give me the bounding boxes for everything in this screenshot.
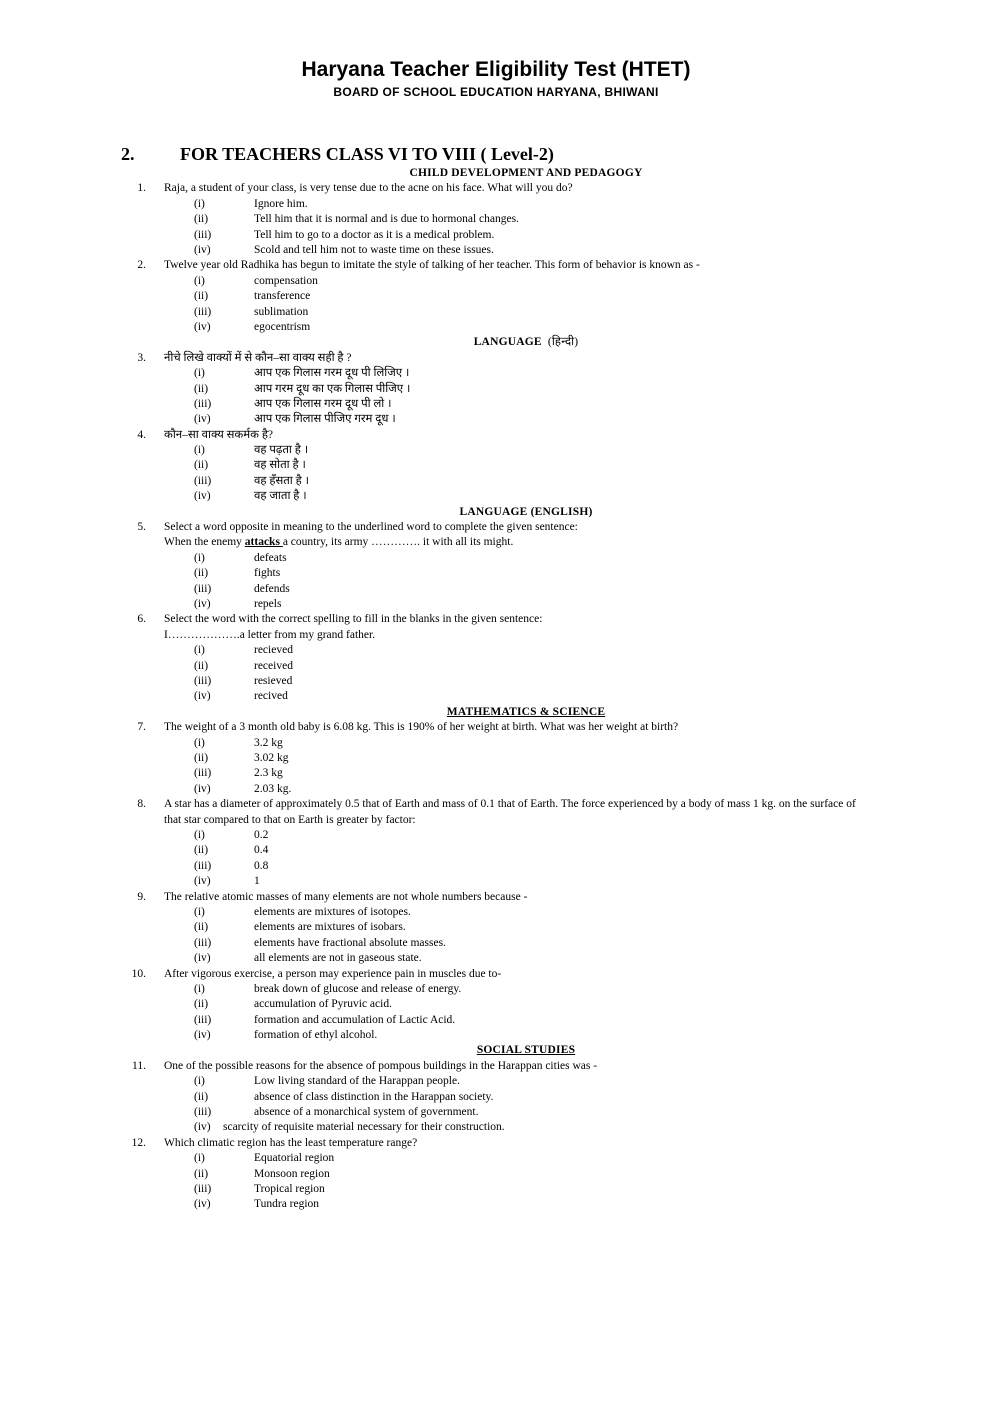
option-label: (iii) [194,397,212,410]
option-label: (ii) [194,382,209,395]
option-label: (iii) [194,936,212,949]
option-label: (i) [194,1152,205,1165]
option [0,736,992,751]
question-number: 10. [131,967,146,980]
option-text: absence of class distinction in the Harappan society. [254,1090,494,1103]
option-label: (ii) [194,998,209,1011]
option-text: recived [254,690,288,703]
option-label: (ii) [194,1090,209,1103]
question-5 [0,520,992,535]
option-text: वह हँसता है । [254,474,310,487]
option [0,382,992,397]
option-label: (iii) [194,582,212,595]
option [0,1105,992,1120]
option-label: (i) [194,1075,205,1088]
option [0,228,992,243]
option [0,1074,992,1089]
option [0,766,992,781]
question-1 [0,181,992,196]
option-text: 0.4 [254,844,269,857]
question-text: कौन–सा वाक्य सकर्मक है? [164,428,274,441]
option-text: वह पढ़ता है । [254,444,309,457]
option-text: आप एक गिलास गरम दूध पी लिजिए । [254,367,410,380]
option-text: Tell him to go to a doctor as it is a medical problem. [254,228,495,241]
option-label: (iv) [194,1121,211,1134]
underlined-word: attacks [244,536,283,549]
option-label: (iii) [194,228,212,241]
section-title: FOR TEACHERS CLASS VI TO VIII ( Level-2) [180,144,554,164]
option-text: scarcity of requisite material necessary for their construction. [223,1121,505,1134]
option-label: (iv) [194,875,211,888]
question-list [0,166,992,1213]
board-name: BOARD OF SCHOOL EDUCATION HARYANA, BHIWANI [333,85,659,99]
option-label: (i) [194,982,205,995]
option-label: (ii) [194,459,209,472]
question-text: One of the possible reasons for the absence of pompous buildings in the Harappan cities was - [164,1059,598,1072]
option-text: वह सोता है । [254,459,306,472]
option [0,828,992,843]
option-text: आप एक गिलास पीजिए गरम दूध । [254,413,396,426]
option-label: (iv) [194,413,211,426]
option [0,751,992,766]
option-label: (iii) [194,1106,212,1119]
option-label: (ii) [194,921,209,934]
option [0,212,992,227]
sentence-end: a country, its army …………. it with all its might. [282,536,514,549]
option-label: (ii) [194,567,209,580]
option [0,1013,992,1028]
option-text: Scold and tell him not to waste time on these issues. [254,243,494,256]
option-label: (i) [194,197,205,210]
document-title: Haryana Teacher Eligibility Test (HTET) [301,58,691,81]
option [0,1197,992,1212]
option-text: 0.2 [254,828,269,841]
option [0,997,992,1012]
heading-text: LANGUAGE [473,336,542,349]
option [0,551,992,566]
question-5-sentence [0,535,992,550]
option-text: repels [254,598,282,611]
option-text: resieved [254,675,293,688]
option-text: 2.03 kg. [254,782,292,795]
question-number: 12. [131,1136,146,1149]
option-text: 3.2 kg [254,736,283,749]
question-7 [0,720,992,735]
question-11 [0,1059,992,1074]
question-text: Select the word with the correct spelling to fill in the blanks in the given sentence: [164,613,543,626]
question-6-sentence [0,628,992,643]
option [0,397,992,412]
option [0,643,992,658]
option-label: (i) [194,736,205,749]
option [0,320,992,335]
option-text: Tell him that it is normal and is due to hormonal changes. [254,213,519,226]
option-label: (iii) [194,474,212,487]
option-label: (iv) [194,490,211,503]
option [0,905,992,920]
option-text: elements are mixtures of isobars. [254,921,406,934]
question-12 [0,1136,992,1151]
option [0,936,992,951]
option-text: Tropical region [254,1183,325,1196]
option [0,274,992,289]
heading-language-hindi [0,335,992,350]
option-label: (ii) [194,1167,209,1180]
question-10 [0,967,992,982]
option-text: वह जाता है । [254,490,307,503]
option-label: (i) [194,644,205,657]
option-text: formation and accumulation of Lactic Acid. [254,1013,456,1026]
question-text: The relative atomic masses of many elements are not whole numbers because - [164,890,528,903]
option-text: Low living standard of the Harappan people. [254,1075,460,1088]
option [0,582,992,597]
option [0,458,992,473]
question-number: 8. [137,798,146,811]
option-text: Monsoon region [254,1167,330,1180]
question-3 [0,351,992,366]
question-number: 11. [132,1059,146,1072]
option-text: आप एक गिलास गरम दूध पी लो । [254,397,392,410]
option-label: (ii) [194,751,209,764]
option-text: elements have fractional absolute masses. [254,936,446,949]
heading-subtext: (हिन्दी) [547,336,579,349]
option [0,443,992,458]
sentence: I……………….a letter from my grand father. [164,628,376,641]
sentence-start: When the enemy [164,536,245,549]
option-text: accumulation of Pyruvic acid. [254,998,392,1011]
option [0,289,992,304]
option [0,566,992,581]
question-text: The weight of a 3 month old baby is 6.08 kg. This is 190% of her weight at birth. What was her weight at birth? [164,721,679,734]
option [0,674,992,689]
option [0,489,992,504]
option-label: (i) [194,367,205,380]
heading-social-studies [0,1043,992,1058]
option-text: 0.8 [254,859,269,872]
option-text: transference [254,290,311,303]
question-text: Raja, a student of your class, is very tense due to the acne on his face. What will you do? [164,182,573,195]
question-number: 2. [137,259,146,272]
question-number: 6. [137,613,146,626]
question-number: 5. [137,521,146,534]
option-text: Ignore him. [254,197,308,210]
option-label: (i) [194,274,205,287]
option-text: Equatorial region [254,1152,335,1165]
option [0,874,992,889]
question-number: 9. [137,890,146,903]
option [0,689,992,704]
option-text: elements are mixtures of isotopes. [254,905,411,918]
option-label: (iv) [194,952,211,965]
question-9 [0,890,992,905]
heading-language-english: LANGUAGE (ENGLISH) [459,505,593,518]
option-label: (iv) [194,598,211,611]
option-text: received [254,659,293,672]
option-label: (iv) [194,320,211,333]
question-6 [0,612,992,627]
heading-text: MATHEMATICS & SCIENCE [446,705,606,718]
question-number: 3. [137,351,146,364]
question-text: Twelve year old Radhika has begun to imitate the style of talking of her teacher. This form of behavior is known as - [164,259,700,272]
question-8 [0,797,992,828]
option-text: absence of a monarchical system of government. [254,1106,479,1119]
question-text: After vigorous exercise, a person may experience pain in muscles due to- [164,967,502,980]
question-number: 7. [137,721,146,734]
option-label: (ii) [194,659,209,672]
option [0,859,992,874]
option-label: (i) [194,828,205,841]
option-label: (i) [194,905,205,918]
question-2 [0,258,992,273]
option [0,843,992,858]
option [0,305,992,320]
option-text: break down of glucose and release of energy. [254,982,462,995]
option-label: (iv) [194,243,211,256]
option-text: 2.3 kg [254,767,283,780]
option [0,1167,992,1182]
question-number: 4. [137,428,146,441]
option-text: Tundra region [254,1198,320,1211]
option-label: (iii) [194,305,212,318]
option-text: defeats [254,551,287,564]
question-number: 1. [137,182,146,195]
question-text: Which climatic region has the least temperature range? [164,1136,418,1149]
question-text: नीचे लिखे वाक्यों में से कौन–सा वाक्य सही है ? [164,351,352,364]
option [0,1151,992,1166]
option [0,243,992,258]
option-text: defends [254,582,290,595]
heading-text: SOCIAL STUDIES [476,1044,576,1057]
option [0,366,992,381]
option-text: recieved [254,644,293,657]
option [0,597,992,612]
question-text: A star has a diameter of approximately 0.5 that of Earth and mass of 0.1 that of Earth. The force experienced by a body of mass 1 kg. on the surface of that star compared to that on Earth is greater by factor: [164,798,856,826]
option-label: (iii) [194,675,212,688]
option [0,951,992,966]
option-text: all elements are not in gaseous state. [254,952,422,965]
option-text: आप गरम दूध का एक गिलास पीजिए । [254,382,411,395]
question-4 [0,428,992,443]
option-text: fights [254,567,281,580]
option-label: (iii) [194,767,212,780]
heading-child-development: CHILD DEVELOPMENT AND PEDAGOGY [409,167,643,179]
option-label: (iii) [194,859,212,872]
heading-maths-science [0,705,992,720]
option-label: (ii) [194,290,209,303]
option-text: compensation [254,274,318,287]
option [0,197,992,212]
option [0,1028,992,1043]
option-text: 3.02 kg [254,751,289,764]
option-text: formation of ethyl alcohol. [254,1029,378,1042]
option [0,659,992,674]
question-text: Select a word opposite in meaning to the underlined word to complete the given sentence: [164,521,578,534]
option-label: (ii) [194,213,209,226]
option [0,1090,992,1105]
option [0,474,992,489]
option [0,1182,992,1197]
option-label: (iv) [194,782,211,795]
option-text: 1 [254,875,260,888]
option-label: (iv) [194,1029,211,1042]
option [0,982,992,997]
option-label: (i) [194,444,205,457]
option-label: (iii) [194,1183,212,1196]
section-number: 2. [121,144,135,164]
option-label: (i) [194,551,205,564]
option [0,782,992,797]
option [0,1120,992,1135]
option-label: (iv) [194,690,211,703]
option [0,920,992,935]
option-label: (iv) [194,1198,211,1211]
option [0,412,992,427]
option-label: (iii) [194,1013,212,1026]
option-label: (ii) [194,844,209,857]
option-text: sublimation [254,305,309,318]
option-text: egocentrism [254,320,311,333]
